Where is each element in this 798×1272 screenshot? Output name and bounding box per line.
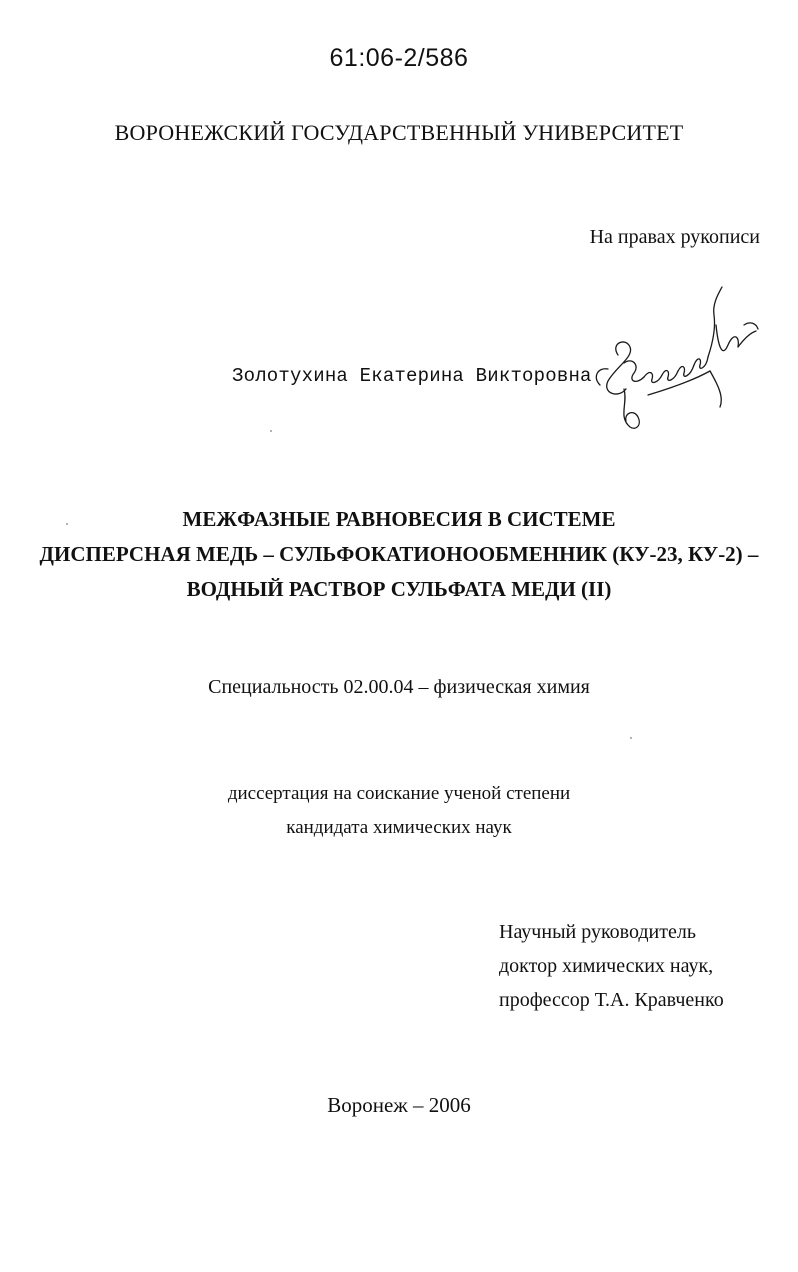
degree-statement xyxy=(0,777,798,845)
scan-speck xyxy=(270,430,272,432)
specialty-line: Специальность 02.00.04 – физическая химия xyxy=(208,676,590,698)
university-name: ВОРОНЕЖСКИЙ ГОСУДАРСТВЕННЫЙ УНИВЕРСИТЕТ xyxy=(114,120,684,145)
handwritten-signature xyxy=(588,285,768,435)
supervisor-degree: доктор химических наук, xyxy=(499,955,714,977)
place-and-year: Воронеж – 2006 xyxy=(327,1093,471,1117)
title-line-2: ДИСПЕРСНАЯ МЕДЬ – СУЛЬФОКАТИОНООБМЕННИК (КУ-23, КУ-2) – xyxy=(39,542,759,566)
supervisor-role: Научный руководитель xyxy=(499,921,696,943)
scan-speck xyxy=(630,737,632,739)
manuscript-note: На правах рукописи xyxy=(589,226,760,248)
degree-line-1: диссертация на соискание ученой степени xyxy=(227,783,571,804)
author-name: Золотухина Екатерина Викторовна xyxy=(232,365,592,387)
scan-speck xyxy=(66,523,68,525)
dissertation-title xyxy=(0,502,798,607)
supervisor-name: профессор Т.А. Кравченко xyxy=(499,989,724,1011)
title-line-3: ВОДНЫЙ РАСТВОР СУЛЬФАТА МЕДИ (II) xyxy=(186,577,612,601)
supervisor-block xyxy=(499,915,724,1017)
title-line-1: МЕЖФАЗНЫЕ РАВНОВЕСИЯ В СИСТЕМЕ xyxy=(182,507,616,531)
degree-line-2: кандидата химических наук xyxy=(286,817,512,838)
catalog-number: 61:06-2/586 xyxy=(329,44,469,72)
